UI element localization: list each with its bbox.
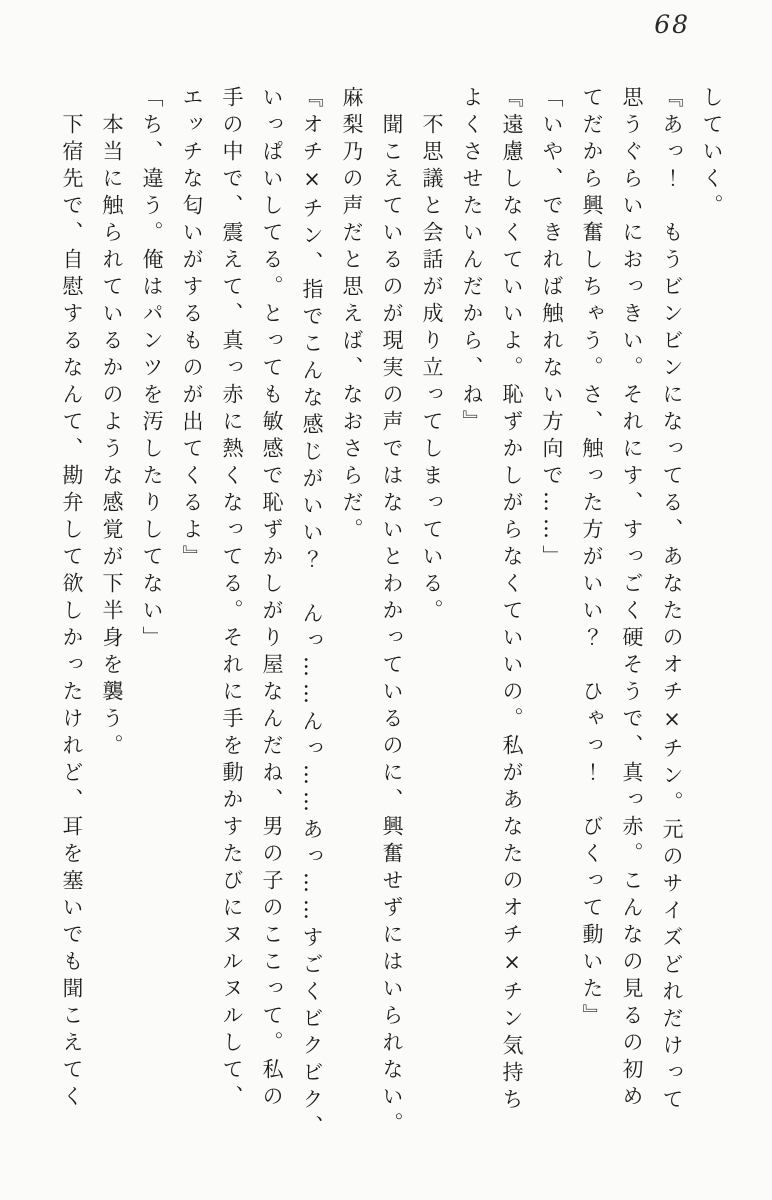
text-line: エッチな匂いがするものが出てくるよ』: [180, 86, 204, 572]
text-line: 思うぐらいにおっきい。それにす、すっごく硬そうで、真っ赤。こんなの見るの初め: [620, 86, 644, 1112]
text-line: 聞こえているのが現実の声ではないとわかっているのに、興奮せずにはいられない。: [380, 86, 404, 1139]
text-line: よくさせたいんだから、ね』: [460, 86, 484, 437]
text-line: てだから興奮しちゃう。さ、触った方がいい？ ひゃっ！ びくって動いた』: [580, 86, 604, 1031]
text-line: 不思議と会話が成り立ってしまっている。: [420, 86, 444, 626]
text-line: していく。: [700, 86, 724, 221]
text-line: 「ち、違う。俺はパンツを汚したりしてない」: [140, 86, 164, 653]
text-line: いっぱいしてる。とっても敏感で恥ずかしがり屋なんだね、男の子のここって。私の: [260, 86, 284, 1112]
text-line: 『オチ×チン、指でこんな感じがいい？ んっ……んっ……あっ……すごくビクビク、: [300, 86, 324, 1142]
text-line: 「いや、できれば触れない方向で……」: [540, 86, 564, 572]
text-line: 手の中で、震えて、真っ赤に熱くなってる。それに手を動かすたびにヌルヌルして、: [220, 86, 244, 1112]
text-line: 下宿先で、自慰するなんて、勘弁して欲しかったけれど、耳を塞いでも聞こえてく: [60, 86, 84, 1112]
text-block: [52, 86, 732, 1142]
text-line: 本当に触られているかのような感覚が下半身を襲う。: [100, 86, 124, 761]
text-line: 『あっ！ もうビンビンになってる、あなたのオチ×チン。元のサイズどれだけって: [660, 86, 684, 1115]
text-line: 『遠慮しなくていいよ。恥ずかしがらなくていいの。私があなたのオチ×チン気持ち: [500, 86, 524, 1115]
page-number: 68: [654, 10, 690, 39]
text-line: 麻梨乃の声だと思えば、なおさらだ。: [340, 86, 364, 545]
